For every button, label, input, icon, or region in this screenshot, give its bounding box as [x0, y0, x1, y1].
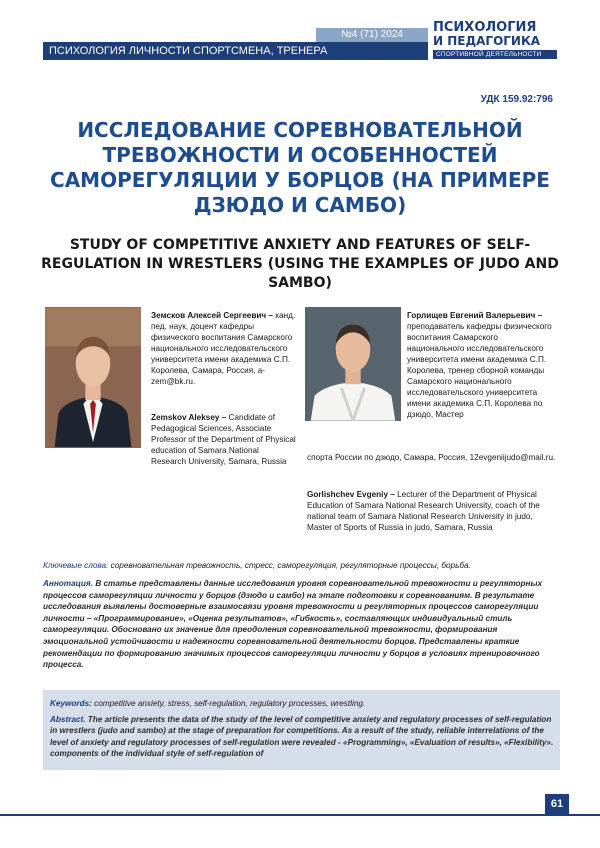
- abstract-ru: [43, 578, 560, 671]
- title-ru: ИССЛЕДОВАНИЕ СОРЕВНОВАТЕЛЬНОЙ ТРЕВОЖНОСТИ И ОСОБЕННОСТЕЙ САМОРЕГУЛЯЦИИ У БОРЦОВ (НА ПРИМЕРЕ ДЗЮДО И САМБО): [40, 118, 560, 218]
- abstract-en: [50, 714, 555, 760]
- abstract-ru-label: Аннотация.: [43, 579, 93, 588]
- keywords-ru-label: Ключевые слова:: [43, 561, 108, 570]
- author2-info-ru-continued: спорта России по дзюдо, Самара, Россия, 12evgeniijudo@mail.ru.: [307, 452, 557, 463]
- author1-portrait-icon: [45, 307, 141, 448]
- keywords-en: [50, 699, 555, 708]
- author2-portrait-icon: [305, 307, 401, 421]
- page-number: 61: [545, 794, 569, 814]
- author2-info-en: Lecturer of the Department of Physical Education of Samara National Research University, coach of the national team of Samara National Research University in judo, Master of Sports of Russia in judo, Samara, Russia: [307, 490, 540, 532]
- keywords-ru: [43, 561, 560, 570]
- abstract-ru-text: В статье представлены данные исследования уровня соревновательной тревожности и регуляторных процессов саморегуляции личности у борцов (дзюдо и самбо) на этапе подготовки к соревнованиям. В результате исследования выявлены достоверные взаимосвязи уровня тревожности и регуляторных процессов саморегуляции личности – «Программирование», «Оценка результатов», «Гибкость», составляющих индивидуальный стиль саморегуляции. Обосновано их значение для преодоления соревновательной тревожности, формирования эмоциональной устойчивости и надежности соревновательной деятельности борцов. Представлены краткие рекомендации по формированию значимых процессов саморегуляции личности у борцов в условиях тренировочного процесса.: [43, 579, 542, 669]
- keywords-en-text: competitive anxiety, stress, self-regulation, regulatory processes, wrestling.: [94, 699, 365, 708]
- journal-title-line3: СПОРТИВНОЙ ДЕЯТЕЛЬНОСТИ: [433, 50, 557, 59]
- udk-code: УДК 159.92:796: [481, 94, 553, 105]
- author2-name-ru: Горлищев Евгений Валерьевич –: [407, 311, 542, 320]
- author2-en: [307, 489, 557, 533]
- author1-ru: [151, 310, 296, 387]
- bottom-rule: [0, 814, 600, 816]
- author2-ru: [407, 310, 557, 420]
- english-section: [0, 690, 600, 848]
- keywords-ru-text: соревновательная тревожность, стресс, саморегуляция, регуляторные процессы, борьба.: [111, 561, 471, 570]
- author1-name-ru: Земсков Алексей Сергеевич –: [151, 311, 273, 320]
- rubric-bar: ПСИХОЛОГИЯ ЛИЧНОСТИ СПОРТСМЕНА, ТРЕНЕРА: [43, 42, 428, 60]
- abstract-en-label: Abstract.: [50, 715, 86, 724]
- author2-info-ru: преподаватель кафедры физического воспитания Самарского национального исследовательского университета имени академика С.П. Королева, тренер сборной команды Самарского национального исследовательского университета имени академика С.П. Королева по дзюдо, Мастер: [407, 322, 552, 419]
- author1-info-ru: канд. пед. наук, доцент кафедры физического воспитания Самарского национального исследовательского университета имени академика С.П. Королева, Самара, Россия, a-zem@bk.ru.: [151, 311, 295, 386]
- author1-name-en: Zemskov Aleksey –: [151, 413, 226, 422]
- author1-photo: [43, 305, 143, 450]
- keywords-en-label: Keywords:: [50, 699, 92, 708]
- author1-en: [151, 412, 296, 467]
- author1-info-en: Candidate of Pedagogical Sciences, Associate Professor of the Department of Physical education of Samara National Research University, Samara, Russia: [151, 413, 296, 466]
- author2-name-en: Gorlishchev Evgeniy –: [307, 490, 395, 499]
- journal-logo: [433, 21, 557, 59]
- journal-title-line2: И ПЕДАГОГИКА: [433, 35, 557, 48]
- issue-label: №4 (71) 2024: [316, 28, 428, 42]
- title-en: STUDY OF COMPETITIVE ANXIETY AND FEATURES OF SELF-REGULATION IN WRESTLERS (USING THE EXAMPLES OF JUDO AND SAMBO): [40, 236, 560, 293]
- journal-title-line1: ПСИХОЛОГИЯ: [433, 21, 557, 35]
- abstract-en-text: The article presents the data of the study of the level of competitive anxiety and regulatory processes of self-regulation in wrestlers (judo and sambo) at the stage of preparation for competitions. As a result of the study, reliable interrelations of the level of anxiety and regulatory processes of self-regulation were revealed - «Programming», «Evaluation of results», «Flexibility». components of the individual style of self-regulation of: [50, 715, 553, 758]
- author2-photo: [303, 305, 403, 423]
